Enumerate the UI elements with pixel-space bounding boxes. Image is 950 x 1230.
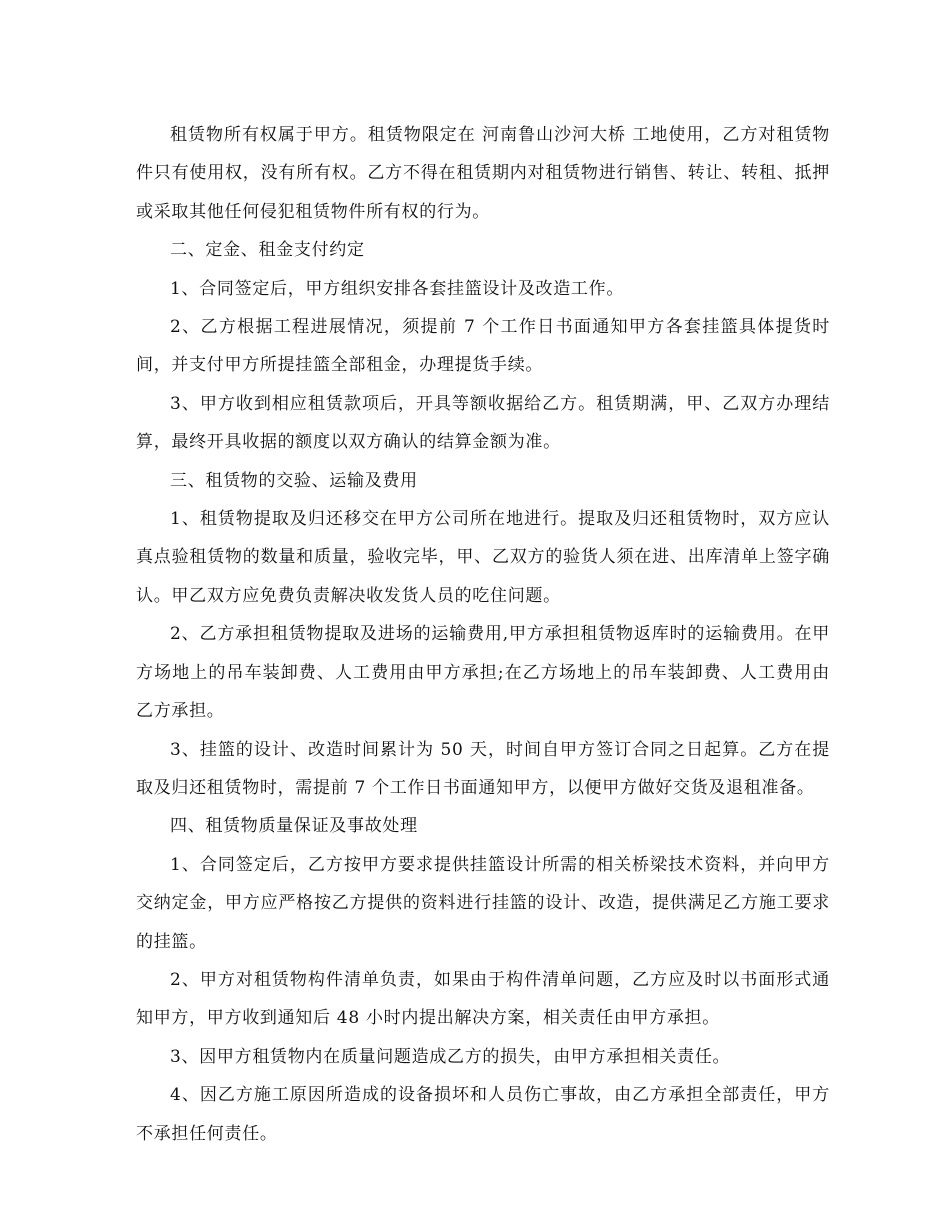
paragraph-transport-2: 2、乙方承担租赁物提取及进场的运输费用,甲方承担租赁物返库时的运输费用。在甲方场地上的吊车装卸费、人工费用由甲方承担;在乙方场地上的吊车装卸费、人工费用由乙方承担。 (136, 624, 830, 722)
section-heading-quality-accidents: 四、租赁物质量保证及事故处理 (170, 816, 418, 837)
section-heading-deposit-rent: 二、定金、租金支付约定 (170, 240, 365, 261)
paragraph-quality-3: 3、因甲方租赁物内在质量问题造成乙方的损失，由甲方承担相关责任。 (170, 1046, 731, 1067)
section-heading-inspection-transport: 三、租赁物的交验、运输及费用 (170, 470, 418, 491)
paragraph-deposit-1: 1、合同签定后，甲方组织安排各套挂篮设计及改造工作。 (170, 278, 625, 299)
paragraph-deposit-3: 3、甲方收到相应租赁款项后，开具等额收据给乙方。租赁期满，甲、乙双方办理结算，最终开具收据的额度以双方确认的结算金额为准。 (136, 393, 830, 453)
paragraph-ownership: 租赁物所有权属于甲方。租赁物限定在 河南鲁山沙河大桥 工地使用，乙方对租赁物件只有使用权，没有所有权。乙方不得在租赁期内对租赁物进行销售、转让、转租、抵押或采取其他任何侵犯租赁物件所有权的行为。 (136, 125, 830, 222)
paragraph-deposit-2: 2、乙方根据工程进展情况，须提前 7 个工作日书面通知甲方各套挂篮具体提货时间，并支付甲方所提挂篮全部租金，办理提货手续。 (136, 317, 830, 376)
paragraph-transport-1: 1、租赁物提取及归还移交在甲方公司所在地进行。提取及归还租赁物时，双方应认真点验租赁物的数量和质量，验收完毕，甲、乙双方的验货人须在进、出库清单上签字确认。甲乙双方应免费负责解决收发货人员的吃住问题。 (136, 509, 830, 606)
paragraph-quality-4: 4、因乙方施工原因所造成的设备损坏和人员伤亡事故，由乙方承担全部责任，甲方不承担任何责任。 (136, 1085, 830, 1144)
paragraph-quality-1: 1、合同签定后，乙方按甲方要求提供挂篮设计所需的相关桥梁技术资料，并向甲方交纳定金，甲方应严格按乙方提供的资料进行挂篮的设计、改造，提供满足乙方施工要求的挂篮。 (136, 854, 830, 952)
paragraph-transport-3: 3、挂篮的设计、改造时间累计为 50 天，时间自甲方签订合同之日起算。乙方在提取及归还租赁物时，需提前 7 个工作日书面通知甲方，以便甲方做好交货及退租准备。 (136, 739, 830, 798)
paragraph-quality-2: 2、甲方对租赁物构件清单负责，如果由于构件清单问题，乙方应及时以书面形式通知甲方，甲方收到通知后 48 小时内提出解决方案，相关责任由甲方承担。 (136, 969, 830, 1029)
